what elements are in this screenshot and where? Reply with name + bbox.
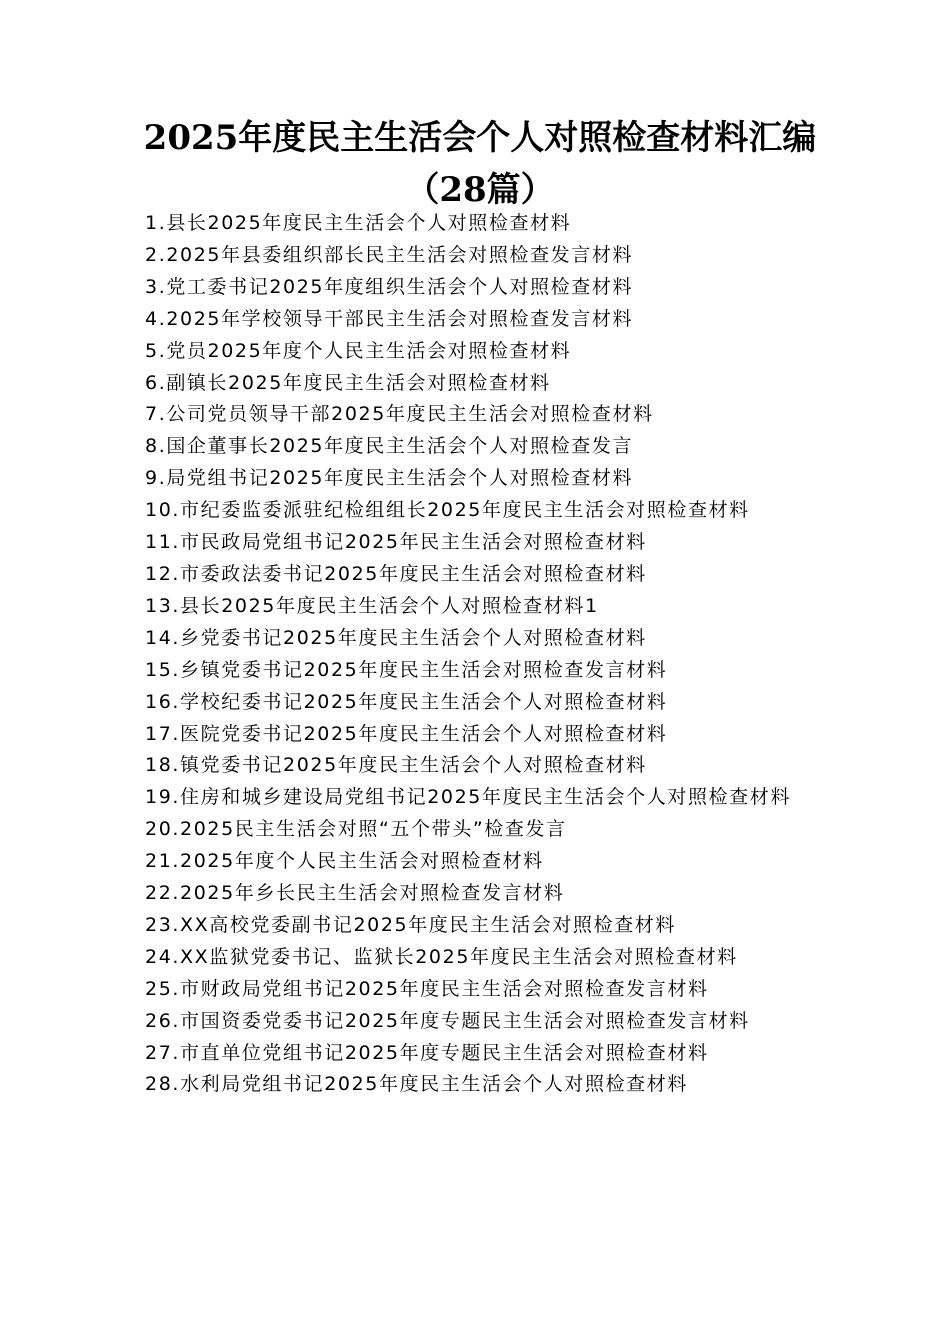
- list-item: 11.市民政局党组书记2025年民主生活会对照检查材料: [145, 531, 647, 554]
- list-item: 17.医院党委书记2025年度民主生活会个人对照检查材料: [145, 722, 668, 745]
- list-item: 21.2025年度个人民主生活会对照检查材料: [145, 850, 544, 873]
- list-item: 4.2025年学校领导干部民主生活会对照检查发言材料: [145, 307, 634, 330]
- list-item: 7.公司党员领导干部2025年度民主生活会对照检查材料: [145, 403, 654, 426]
- list-item: 2.2025年县委组织部长民主生活会对照检查发言材料: [145, 243, 634, 266]
- document-title: 2025年度民主生活会个人对照检查材料汇编（28篇）: [143, 118, 817, 210]
- list-item: 15.乡镇党委书记2025年度民主生活会对照检查发言材料: [145, 658, 668, 681]
- list-item: 12.市委政法委书记2025年度民主生活会对照检查材料: [145, 562, 647, 585]
- list-item: 23.XX高校党委副书记2025年度民主生活会对照检查材料: [145, 913, 677, 936]
- list-item: 14.乡党委书记2025年度民主生活会个人对照检查材料: [145, 626, 647, 649]
- list-item: 27.市直单位党组书记2025年度专题民主生活会对照检查材料: [145, 1041, 709, 1064]
- list-item: 9.局党组书记2025年度民主生活会个人对照检查材料: [145, 467, 634, 490]
- list-item: 22.2025年乡长民主生活会对照检查发言材料: [145, 882, 565, 905]
- list-item: 10.市纪委监委派驻纪检组组长2025年度民主生活会对照检查材料: [145, 499, 750, 522]
- list-item: 16.学校纪委书记2025年度民主生活会个人对照检查材料: [145, 690, 668, 713]
- list-item: 24.XX监狱党委书记、监狱长2025年度民主生活会对照检查材料: [145, 945, 738, 968]
- list-item: 13.县长2025年度民主生活会个人对照检查材料1: [145, 594, 599, 617]
- list-item: 28.水利局党组书记2025年度民主生活会个人对照检查材料: [145, 1073, 688, 1096]
- list-item: 25.市财政局党组书记2025年度民主生活会对照检查发言材料: [145, 977, 709, 1000]
- list-item: 3.党工委书记2025年度组织生活会个人对照检查材料: [145, 275, 634, 298]
- list-item: 19.住房和城乡建设局党组书记2025年度民主生活会个人对照检查材料: [145, 786, 791, 809]
- list-item: 8.国企董事长2025年度民主生活会个人对照检查发言: [145, 435, 634, 458]
- list-item: 5.党员2025年度个人民主生活会对照检查材料: [145, 339, 572, 362]
- list-item: 1.县长2025年度民主生活会个人对照检查材料: [145, 212, 572, 234]
- list-item: 20.2025民主生活会对照“五个带头”检查发言: [145, 818, 567, 841]
- list-item: 26.市国资委党委书记2025年度专题民主生活会对照检查发言材料: [145, 1009, 750, 1032]
- list-item: 18.镇党委书记2025年度民主生活会个人对照检查材料: [145, 754, 647, 777]
- table-of-contents: [145, 208, 815, 1101]
- list-item: 6.副镇长2025年度民主生活会对照检查材料: [145, 371, 551, 394]
